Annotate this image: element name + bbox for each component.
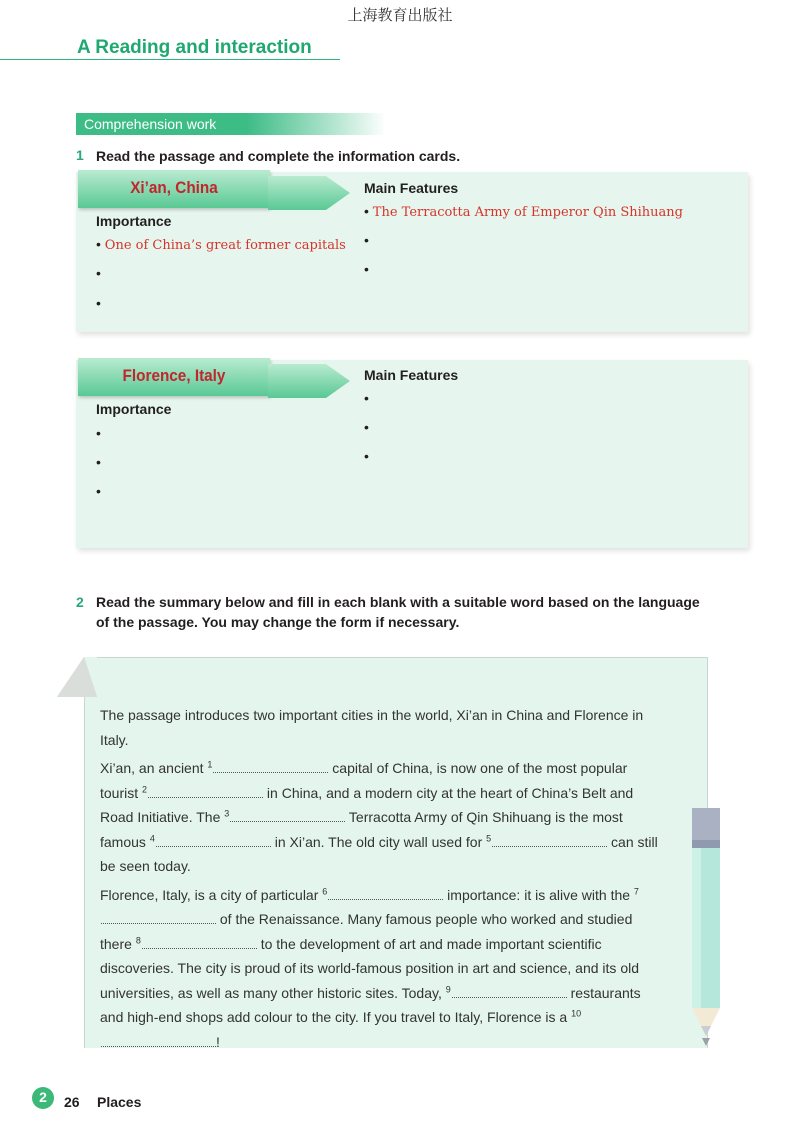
publisher-header: 上海教育出版社 <box>347 6 453 24</box>
city-tab <box>78 170 270 208</box>
importance-item[interactable]: • <box>96 425 101 441</box>
blank-number: 3 <box>224 808 230 819</box>
blank-number: 4 <box>149 832 155 843</box>
summary-paragraph <box>100 883 665 1055</box>
unit-title: Places <box>97 1094 142 1110</box>
summary-text-segment: in Xi’an. The old city wall used for <box>270 833 487 850</box>
importance-label: Importance <box>96 401 172 417</box>
section-title: A Reading and interaction <box>77 37 312 58</box>
summary-text-segment: Florence, Italy, is a city of particular <box>100 886 323 903</box>
question-text: Read the passage and complete the information cards. <box>96 148 461 164</box>
summary-text-segment: of the Renaissance. Many famous people who worked and studied there <box>100 911 633 952</box>
importance-item[interactable]: • <box>96 483 101 499</box>
fill-in-blank[interactable] <box>213 760 328 773</box>
question-number: 1 <box>76 147 84 163</box>
fill-in-blank[interactable] <box>230 809 345 822</box>
summary-text-segment: in China, and a modern city at the heart of China’s Belt and Road Initiative. The <box>100 784 634 825</box>
summary-text-segment: importance: it is alive with the <box>443 886 634 903</box>
unit-badge <box>32 1087 54 1109</box>
feature-item[interactable]: • <box>364 390 369 406</box>
importance-item[interactable]: • <box>96 454 101 470</box>
page-curl-icon <box>57 657 97 697</box>
question-number: 2 <box>76 594 84 610</box>
summary-text-segment: ! <box>216 1033 220 1050</box>
feature-item[interactable]: • <box>364 261 369 277</box>
summary-text-segment: can still be seen today. <box>100 833 658 874</box>
city-tab <box>78 358 270 396</box>
fill-in-blank[interactable] <box>148 785 263 798</box>
arrow-icon <box>268 176 350 210</box>
fill-in-blank[interactable] <box>328 887 443 900</box>
features-label: Main Features <box>364 367 459 383</box>
subsection-title: Comprehension work <box>84 116 217 132</box>
city-name: Florence, Italy <box>122 366 226 385</box>
importance-item[interactable]: • <box>96 295 101 311</box>
fill-in-blank[interactable] <box>101 911 216 924</box>
summary-text-segment: to the development of art and made important scientific discoveries. The city is proud of its world-famous position in art and science, and its old universities, as well as many other historic sites. Today, <box>100 935 639 1001</box>
feature-item[interactable]: • <box>364 419 369 435</box>
summary-text-segment: Xi’an, an ancient <box>100 760 208 776</box>
blank-number: 6 <box>322 885 328 896</box>
feature-item[interactable]: • <box>364 232 369 248</box>
unit-number: 2 <box>39 1089 47 1105</box>
feature-item[interactable]: • <box>364 448 369 464</box>
city-name: Xi’an, China <box>130 178 218 197</box>
fill-in-blank[interactable] <box>452 985 567 998</box>
fill-in-blank[interactable] <box>101 1034 216 1047</box>
blank-number: 5 <box>486 832 492 843</box>
importance-label: Importance <box>96 213 172 229</box>
question-text: Read the summary below and fill in each blank with a suitable word based on the language of the passage. You may change the form if necessary. <box>96 594 700 630</box>
subsection-banner <box>76 113 386 135</box>
importance-item[interactable]: • One of China’s great former capitals <box>96 236 346 253</box>
blank-number: 2 <box>142 783 148 794</box>
summary-paragraph <box>100 756 665 879</box>
summary-text-segment: Terracotta Army of Qin Shihuang is the most famous <box>100 809 623 850</box>
summary-text-segment: restaurants and high-end shops add colour to the city. If you travel to Italy, Florence is a <box>100 984 641 1025</box>
fill-in-blank[interactable] <box>156 834 271 847</box>
features-label: Main Features <box>364 180 459 196</box>
blank-number: 10 <box>571 1008 582 1019</box>
arrow-icon <box>268 364 350 398</box>
pencil-icon <box>690 808 722 1048</box>
importance-item[interactable]: • <box>96 265 101 281</box>
summary-text-segment: capital of China, is now one of the most popular tourist <box>100 760 628 801</box>
fill-in-blank[interactable] <box>142 936 257 949</box>
blank-number: 8 <box>135 934 141 945</box>
summary-paragraph: The passage introduces two important cities in the world, Xi’an in China and Florence in Italy. <box>100 707 644 748</box>
blank-number: 1 <box>207 759 213 770</box>
fill-in-blank[interactable] <box>492 834 607 847</box>
page-number: 26 <box>64 1094 80 1110</box>
section-divider <box>0 59 340 60</box>
blank-number: 9 <box>445 983 451 994</box>
feature-item[interactable]: • The Terracotta Army of Emperor Qin Shihuang <box>364 203 683 220</box>
summary-text <box>100 703 665 1054</box>
blank-number: 7 <box>633 885 639 896</box>
